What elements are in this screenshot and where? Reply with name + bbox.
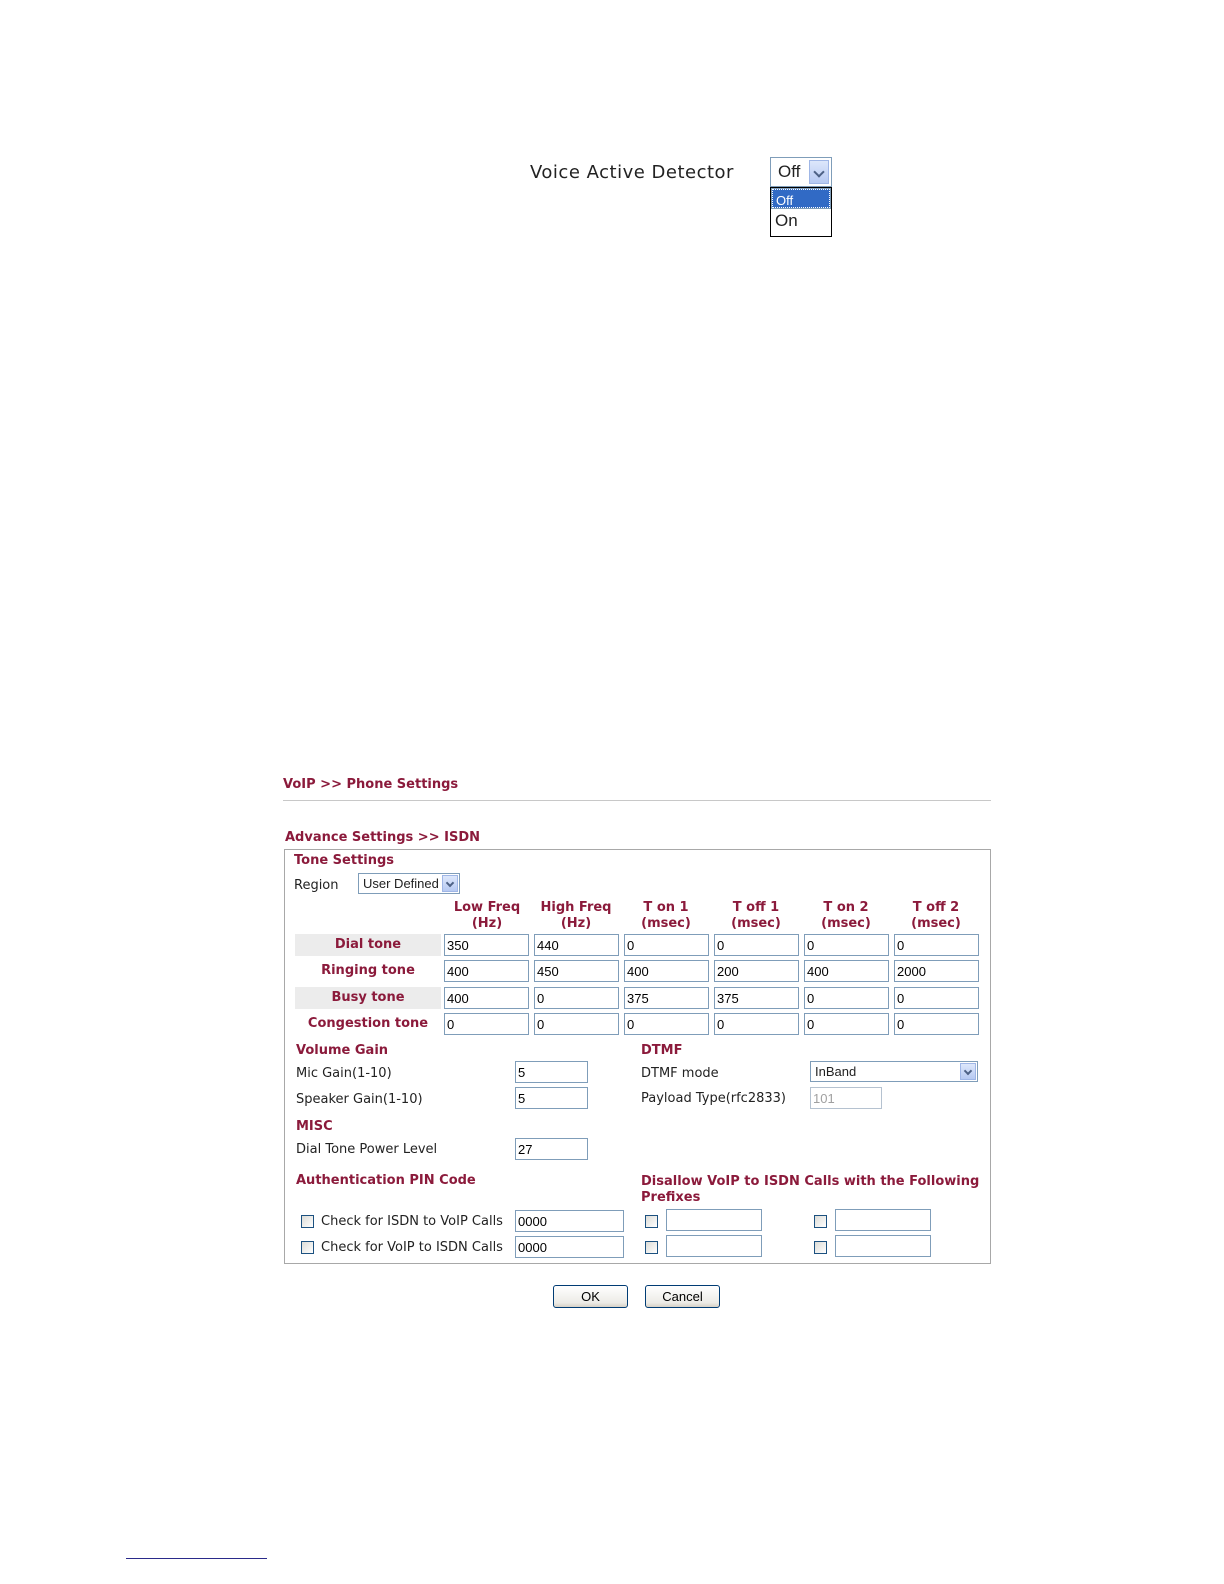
dial-tone-low-freq-input[interactable] [444,934,529,956]
sub-breadcrumb: Advance Settings >> ISDN [285,830,480,845]
option-off[interactable]: Off [771,188,831,209]
ringing-tone-t-on-1-input[interactable] [624,960,709,982]
dtmf-mode-select[interactable] [810,1061,978,1082]
busy-tone-low-freq-input[interactable] [444,987,529,1009]
prefix-3-input[interactable] [666,1235,762,1257]
breadcrumb: VoIP >> Phone Settings [283,777,459,792]
option-on[interactable]: On [775,211,798,230]
col-t-on-1: T on 1 (msec) [641,900,691,931]
footnote-divider [126,1558,267,1559]
prefix-4-input[interactable] [835,1235,931,1257]
voice-active-detector-value: Off [778,162,801,181]
dial-tone-t-off-1-input[interactable] [714,934,799,956]
prefix-1-checkbox[interactable] [645,1215,658,1228]
col-t-off-2: T off 2 (msec) [911,900,961,931]
prefix-4-checkbox[interactable] [814,1241,827,1254]
prefix-1-input[interactable] [666,1209,762,1231]
dtmf-title: DTMF [641,1043,683,1058]
auth-pin-title: Authentication PIN Code [296,1173,476,1188]
ringing-tone-t-on-2-input[interactable] [804,960,889,982]
col-low-freq: Low Freq (Hz) [453,900,521,931]
busy-tone-t-off-2-input[interactable] [894,987,979,1009]
chevron-down-icon[interactable] [442,875,458,892]
congestion-tone-high-freq-input[interactable] [534,1013,619,1035]
prefix-2-input[interactable] [835,1209,931,1231]
cancel-button[interactable]: Cancel [645,1285,720,1308]
voip-to-isdn-pin-input[interactable] [515,1236,624,1258]
voip-to-isdn-label: Check for VoIP to ISDN Calls [321,1240,503,1255]
voice-active-detector-label: Voice Active Detector [530,162,734,183]
dial-tone-t-off-2-input[interactable] [894,934,979,956]
dtmf-mode-label: DTMF mode [641,1066,719,1081]
busy-tone-high-freq-input[interactable] [534,987,619,1009]
misc-title: MISC [296,1119,333,1134]
congestion-tone-t-on-1-input[interactable] [624,1013,709,1035]
isdn-to-voip-checkbox[interactable] [301,1215,314,1228]
speaker-gain-input[interactable] [515,1087,588,1109]
dial-tone-power-label: Dial Tone Power Level [296,1142,438,1157]
region-label: Region [294,878,339,893]
dial-tone-t-on-1-input[interactable] [624,934,709,956]
dtmf-mode-value: InBand [815,1064,857,1079]
ringing-tone-t-off-2-input[interactable] [894,960,979,982]
dial-tone-high-freq-input[interactable] [534,934,619,956]
voice-active-detector-options [770,187,832,237]
dial-tone-t-on-2-input[interactable] [804,934,889,956]
isdn-to-voip-label: Check for ISDN to VoIP Calls [321,1214,503,1229]
chevron-down-icon[interactable] [960,1063,976,1080]
ringing-tone-t-off-1-input[interactable] [714,960,799,982]
voice-active-detector-select[interactable] [770,157,832,187]
payload-type-input [810,1087,882,1109]
region-value: User Defined [363,876,439,891]
speaker-gain-label: Speaker Gain(1-10) [296,1092,423,1107]
row-label-busy-tone: Busy tone [295,987,441,1009]
ok-button[interactable]: OK [553,1285,628,1308]
isdn-to-voip-pin-input[interactable] [515,1210,624,1232]
voip-to-isdn-checkbox[interactable] [301,1241,314,1254]
congestion-tone-t-on-2-input[interactable] [804,1013,889,1035]
row-label-congestion-tone: Congestion tone [307,1016,429,1031]
divider [283,800,991,801]
row-label-ringing-tone: Ringing tone [321,963,415,978]
dial-tone-power-input[interactable] [515,1138,588,1160]
chevron-down-icon[interactable] [809,160,829,184]
ringing-tone-high-freq-input[interactable] [534,960,619,982]
busy-tone-t-on-1-input[interactable] [624,987,709,1009]
mic-gain-input[interactable] [515,1061,588,1083]
payload-type-label: Payload Type(rfc2833) [641,1091,786,1106]
mic-gain-label: Mic Gain(1-10) [296,1066,392,1081]
congestion-tone-t-off-1-input[interactable] [714,1013,799,1035]
prefix-2-checkbox[interactable] [814,1215,827,1228]
col-t-off-1: T off 1 (msec) [731,900,781,931]
col-high-freq: High Freq (Hz) [540,900,612,931]
busy-tone-t-off-1-input[interactable] [714,987,799,1009]
prefix-3-checkbox[interactable] [645,1241,658,1254]
ringing-tone-low-freq-input[interactable] [444,960,529,982]
row-label-dial-tone: Dial tone [295,934,441,956]
busy-tone-t-on-2-input[interactable] [804,987,889,1009]
volume-gain-title: Volume Gain [296,1043,389,1058]
region-select[interactable] [358,873,460,894]
col-t-on-2: T on 2 (msec) [821,900,871,931]
congestion-tone-low-freq-input[interactable] [444,1013,529,1035]
tone-settings-title: Tone Settings [294,853,395,868]
congestion-tone-t-off-2-input[interactable] [894,1013,979,1035]
disallow-prefixes-title: Disallow VoIP to ISDN Calls with the Following Prefixes [641,1174,980,1205]
